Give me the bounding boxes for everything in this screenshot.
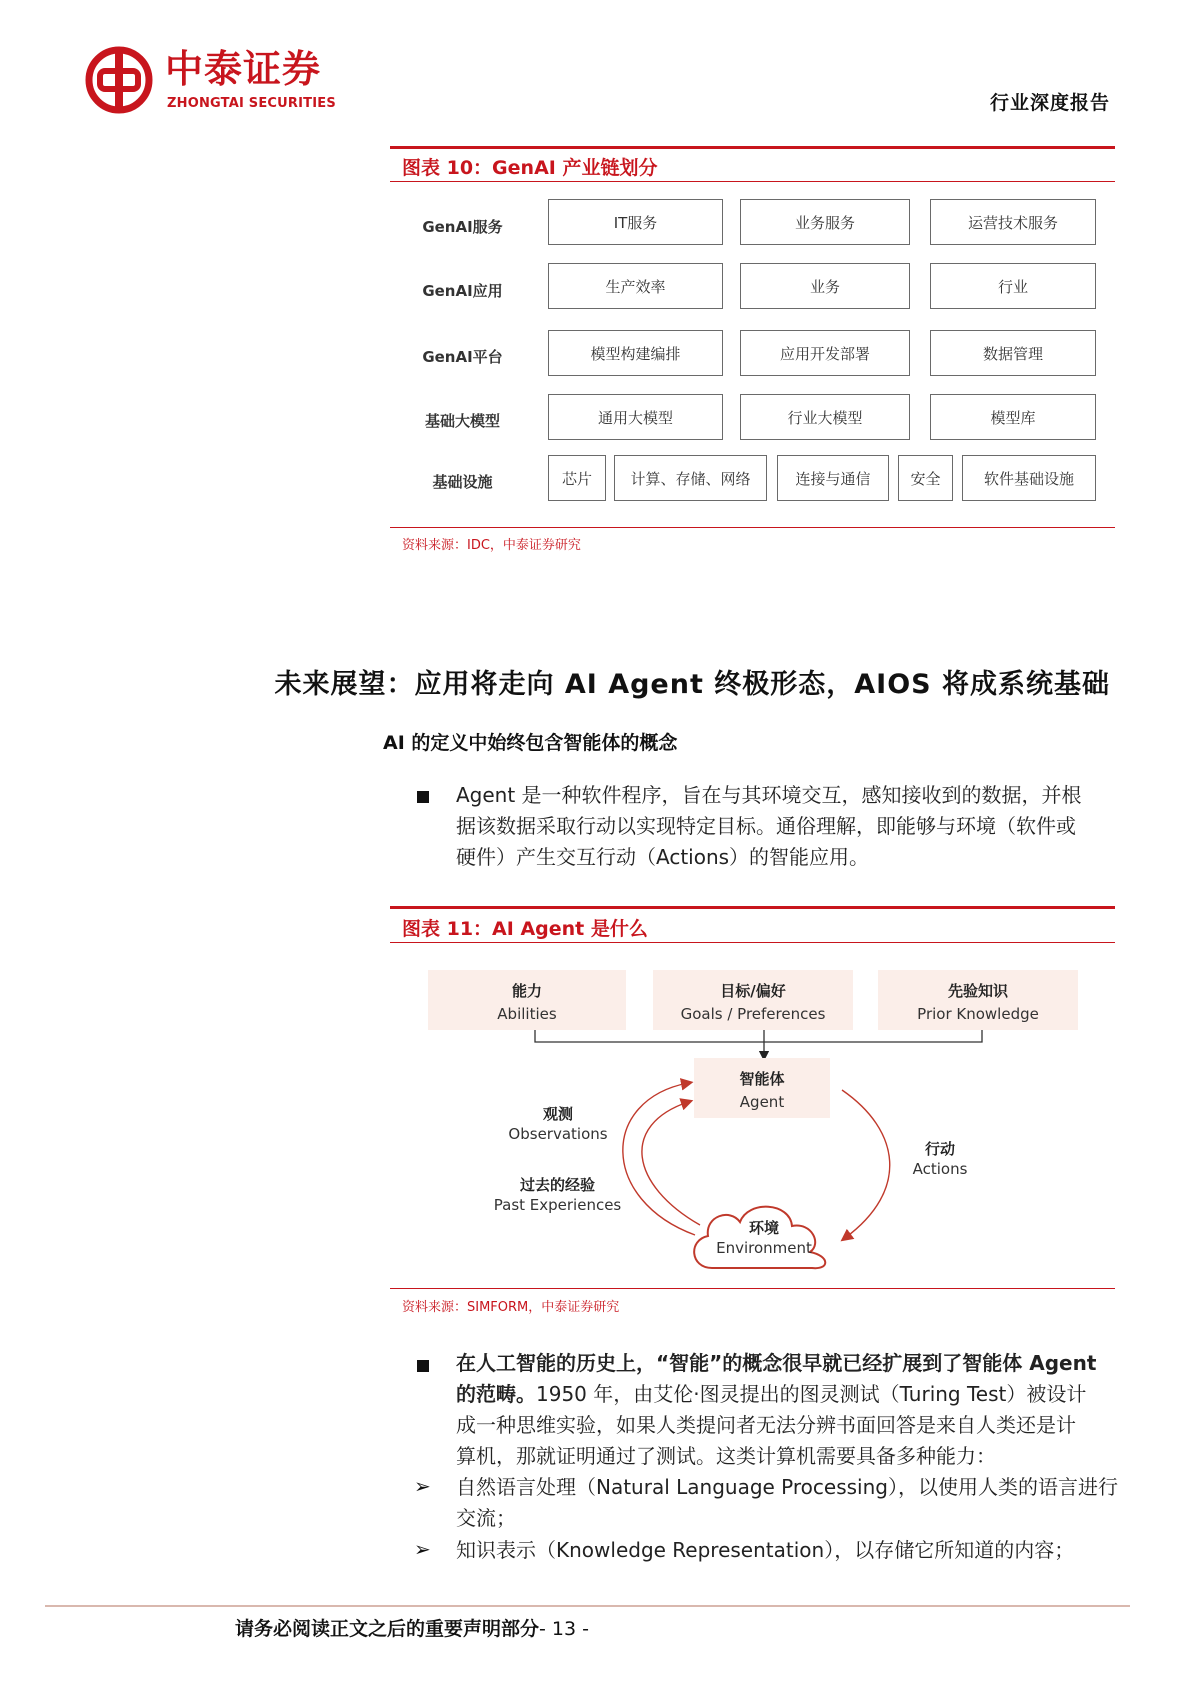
pill-agent <box>694 1058 830 1118</box>
box-model-library: 模型库 <box>930 394 1096 440</box>
past-experiences-cn: 过去的经验 <box>519 1176 595 1194</box>
footer-rule <box>45 1605 1130 1607</box>
figure11-bottom-rule <box>390 1288 1115 1289</box>
box-connectivity: 连接与通信 <box>777 455 889 501</box>
abilities-cn: 能力 <box>511 982 542 1000</box>
paragraph-line <box>456 1348 1121 1379</box>
box-industry-model: 行业大模型 <box>740 394 910 440</box>
sub-bullet-nlp <box>456 1472 1121 1534</box>
paragraph-line: 知识表示（Knowledge Representation），以存储它所知道的内容； <box>456 1538 1075 1562</box>
actions-cn: 行动 <box>924 1140 955 1158</box>
box-industry: 行业 <box>930 263 1096 309</box>
figure10-title: 图表 10：GenAI 产业链划分 <box>402 157 658 179</box>
figure10-source: 资料来源：IDC，中泰证券研究 <box>402 538 581 553</box>
box-business-services: 业务服务 <box>740 199 910 245</box>
row-label-infrastructure: 基础设施 <box>432 473 493 491</box>
paragraph-line: 自然语言处理（Natural Language Processing），以使用人类的语言进行 <box>456 1475 1118 1499</box>
footer-text: 请务必阅读正文之后的重要声明部分 <box>235 1618 540 1640</box>
arrow-bullet-icon: ➢ <box>414 1537 431 1561</box>
box-business: 业务 <box>740 263 910 309</box>
observations-arc <box>623 1083 695 1235</box>
paragraph-line: 交流； <box>456 1506 516 1530</box>
company-logo-english: ZHONGTAI SECURITIES <box>167 96 336 111</box>
section-subheading: AI 的定义中始终包含智能体的概念 <box>383 732 678 754</box>
paragraph-line: Agent 是一种软件程序，旨在与其环境交互，感知接收到的数据，并根 <box>456 783 1082 807</box>
box-ops-tech-services: 运营技术服务 <box>930 199 1096 245</box>
paragraph-line: 硬件）产生交互行动（Actions）的智能应用。 <box>456 845 870 869</box>
bold-lead: 在人工智能的历史上，“智能”的概念很早就已经扩展到了智能体 Agent <box>456 1351 1097 1375</box>
observations-en: Observations <box>508 1125 608 1143</box>
row-label-platform: GenAI平台 <box>422 348 503 366</box>
box-chip: 芯片 <box>548 455 606 501</box>
figure11-source: 资料来源：SIMFORM，中泰证券研究 <box>402 1300 620 1315</box>
box-compute-storage-network: 计算、存储、网络 <box>614 455 767 501</box>
paragraph-line <box>456 1379 1121 1410</box>
box-general-model: 通用大模型 <box>548 394 723 440</box>
box-security: 安全 <box>898 455 953 501</box>
figure11-title: 图表 11：AI Agent 是什么 <box>402 918 648 940</box>
box-model-orchestration: 模型构建编排 <box>548 330 723 376</box>
actions-arc <box>842 1090 890 1238</box>
agent-en: Agent <box>739 1093 785 1111</box>
past-experiences-en: Past Experiences <box>493 1196 622 1214</box>
box-it-services: IT服务 <box>548 199 723 245</box>
prior-knowledge-cn: 先验知识 <box>947 982 1008 1000</box>
environment-cn: 环境 <box>748 1219 779 1237</box>
box-data-management: 数据管理 <box>930 330 1096 376</box>
sub-bullet-knowledge <box>456 1535 1121 1566</box>
row-label-foundation-models: 基础大模型 <box>424 412 500 430</box>
line-rest: 1950 年，由艾伦·图灵提出的图灵测试（Turing Test）被设计 <box>536 1382 1087 1406</box>
paragraph-line: 据该数据采取行动以实现特定目标。通俗理解，即能够与环境（软件或 <box>456 814 1076 838</box>
page-number: - 13 - <box>539 1618 589 1640</box>
agent-cn: 智能体 <box>739 1070 785 1088</box>
goals-en: Goals / Preferences <box>680 1005 826 1023</box>
observations-cn: 观测 <box>542 1105 573 1123</box>
row-label-applications: GenAI应用 <box>422 282 503 300</box>
box-software-infra: 软件基础设施 <box>962 455 1096 501</box>
bold-continuation: 的范畴。 <box>456 1382 536 1406</box>
company-logo-text: 中泰证券 <box>165 47 322 91</box>
bracket-line <box>535 1030 982 1042</box>
past-experience-arc <box>642 1102 700 1225</box>
prior-knowledge-en: Prior Knowledge <box>917 1005 1039 1023</box>
paragraph-line: 算机，那就证明通过了测试。这类计算机需要具备多种能力： <box>456 1444 996 1468</box>
abilities-en: Abilities <box>497 1005 557 1023</box>
box-app-deploy: 应用开发部署 <box>740 330 910 376</box>
actions-en: Actions <box>912 1160 968 1178</box>
section-heading: 未来展望：应用将走向 AI Agent 终极形态，AIOS 将成系统基础 <box>274 669 1110 700</box>
paragraph-line: 成一种思维实验，如果人类提问者无法分辨书面回答是来自人类还是计 <box>456 1413 1076 1437</box>
turing-test-paragraph <box>456 1348 1121 1472</box>
report-type: 行业深度报告 <box>989 92 1110 114</box>
box-productivity: 生产效率 <box>548 263 723 309</box>
arrow-bullet-icon: ➢ <box>414 1474 431 1498</box>
environment-en: Environment <box>716 1239 812 1257</box>
row-label-services: GenAI服务 <box>422 218 503 236</box>
footer-disclaimer <box>235 1614 589 1641</box>
bullet-square-icon <box>417 1360 429 1372</box>
goals-cn: 目标/偏好 <box>720 982 786 1000</box>
